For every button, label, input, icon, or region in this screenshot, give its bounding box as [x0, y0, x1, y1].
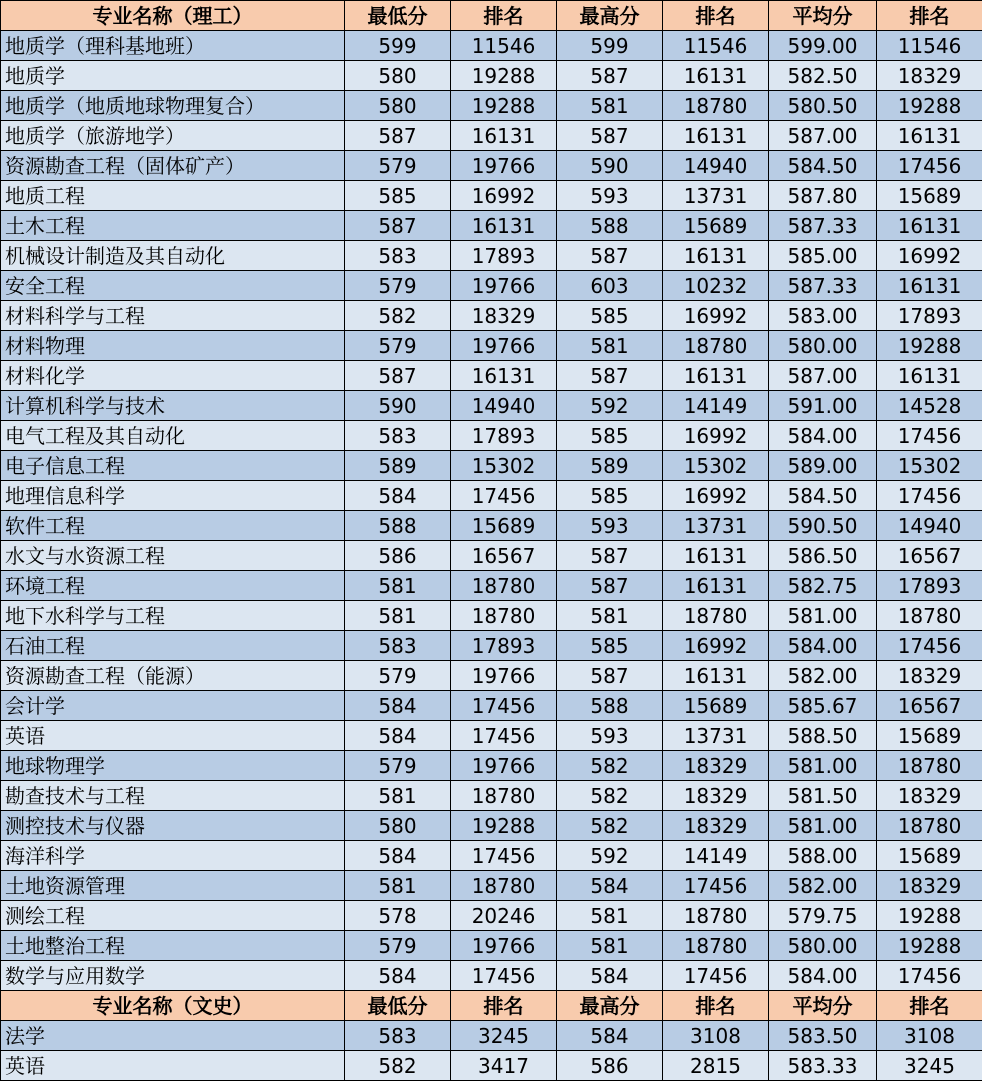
cell-avg-rank: 19288	[877, 91, 982, 121]
cell-avg-score: 591.00	[769, 391, 877, 421]
cell-min-rank: 3417	[451, 1051, 557, 1081]
table-row	[1, 61, 982, 91]
cell-max-score: 582	[557, 781, 663, 811]
cell-max-score: 590	[557, 151, 663, 181]
cell-min-rank: 19766	[451, 661, 557, 691]
cell-avg-rank: 11546	[877, 31, 982, 61]
table-row	[1, 931, 982, 961]
cell-major-name: 机械设计制造及其自动化	[1, 241, 345, 271]
cell-avg-rank: 17456	[877, 631, 982, 661]
table-row	[1, 691, 982, 721]
cell-max-rank: 16131	[663, 571, 769, 601]
cell-max-rank: 15302	[663, 451, 769, 481]
cell-avg-score: 584.50	[769, 481, 877, 511]
table-row	[1, 331, 982, 361]
cell-max-score: 599	[557, 31, 663, 61]
cell-min-rank: 18780	[451, 571, 557, 601]
cell-min-score: 579	[345, 751, 451, 781]
cell-min-rank: 19766	[451, 751, 557, 781]
cell-avg-score: 584.00	[769, 421, 877, 451]
cell-min-score: 583	[345, 1021, 451, 1051]
cell-avg-rank: 18780	[877, 751, 982, 781]
cell-min-rank: 18780	[451, 871, 557, 901]
cell-min-score: 579	[345, 931, 451, 961]
cell-major-name: 土地整治工程	[1, 931, 345, 961]
table-row	[1, 541, 982, 571]
cell-min-rank: 14940	[451, 391, 557, 421]
cell-max-score: 587	[557, 571, 663, 601]
cell-avg-score: 581.00	[769, 811, 877, 841]
table-row	[1, 91, 982, 121]
cell-major-name: 测绘工程	[1, 901, 345, 931]
cell-avg-score: 589.00	[769, 451, 877, 481]
cell-max-score: 603	[557, 271, 663, 301]
cell-min-score: 580	[345, 91, 451, 121]
cell-avg-rank: 17456	[877, 421, 982, 451]
cell-max-score: 587	[557, 61, 663, 91]
cell-major-name: 地质学（旅游地学）	[1, 121, 345, 151]
cell-avg-rank: 15689	[877, 181, 982, 211]
cell-min-score: 589	[345, 451, 451, 481]
cell-avg-rank: 18329	[877, 871, 982, 901]
cell-min-rank: 19766	[451, 931, 557, 961]
cell-max-rank: 18780	[663, 901, 769, 931]
cell-min-score: 584	[345, 481, 451, 511]
cell-avg-score: 582.00	[769, 871, 877, 901]
cell-min-score: 583	[345, 241, 451, 271]
cell-major-name: 资源勘查工程（能源）	[1, 661, 345, 691]
cell-min-rank: 16567	[451, 541, 557, 571]
cell-min-rank: 19288	[451, 91, 557, 121]
cell-avg-score: 587.80	[769, 181, 877, 211]
cell-major-name: 地质学（理科基地班）	[1, 31, 345, 61]
cell-max-score: 588	[557, 691, 663, 721]
cell-min-rank: 17456	[451, 691, 557, 721]
cell-avg-score: 583.00	[769, 301, 877, 331]
cell-min-rank: 3245	[451, 1021, 557, 1051]
cell-avg-score: 580.00	[769, 331, 877, 361]
cell-avg-score: 580.50	[769, 91, 877, 121]
cell-avg-score: 582.50	[769, 61, 877, 91]
cell-max-score: 585	[557, 631, 663, 661]
cell-avg-score: 581.50	[769, 781, 877, 811]
cell-major-name: 海洋科学	[1, 841, 345, 871]
cell-max-rank: 13731	[663, 721, 769, 751]
cell-max-rank: 16992	[663, 421, 769, 451]
cell-major-name: 材料化学	[1, 361, 345, 391]
cell-major-name: 土地资源管理	[1, 871, 345, 901]
cell-avg-score: 587.33	[769, 271, 877, 301]
cell-max-rank: 18329	[663, 751, 769, 781]
table-row	[1, 421, 982, 451]
cell-max-score: 584	[557, 871, 663, 901]
cell-max-rank: 14149	[663, 391, 769, 421]
table-row	[1, 901, 982, 931]
cell-major-name: 软件工程	[1, 511, 345, 541]
table-row	[1, 271, 982, 301]
cell-min-rank: 19766	[451, 331, 557, 361]
cell-major-name: 英语	[1, 1051, 345, 1081]
cell-avg-score: 582.00	[769, 661, 877, 691]
header-max-rank: 排名	[663, 1, 769, 31]
cell-major-name: 材料物理	[1, 331, 345, 361]
cell-max-score: 585	[557, 301, 663, 331]
cell-avg-rank: 17456	[877, 151, 982, 181]
table-row	[1, 601, 982, 631]
cell-max-score: 593	[557, 511, 663, 541]
cell-major-name: 地球物理学	[1, 751, 345, 781]
cell-min-score: 580	[345, 811, 451, 841]
cell-major-name: 勘查技术与工程	[1, 781, 345, 811]
cell-avg-rank: 17456	[877, 961, 982, 991]
cell-max-rank: 16992	[663, 301, 769, 331]
cell-avg-rank: 19288	[877, 331, 982, 361]
table-row	[1, 841, 982, 871]
cell-min-score: 584	[345, 961, 451, 991]
cell-avg-rank: 16131	[877, 121, 982, 151]
table-body	[1, 1, 982, 1081]
cell-min-rank: 19766	[451, 271, 557, 301]
cell-max-score: 581	[557, 601, 663, 631]
cell-min-rank: 15302	[451, 451, 557, 481]
cell-min-score: 599	[345, 31, 451, 61]
cell-major-name: 英语	[1, 721, 345, 751]
cell-avg-rank: 18329	[877, 61, 982, 91]
cell-max-score: 585	[557, 421, 663, 451]
cell-max-rank: 13731	[663, 181, 769, 211]
cell-min-score: 579	[345, 661, 451, 691]
header-min-score: 最低分	[345, 1, 451, 31]
header-avg-score: 平均分	[769, 1, 877, 31]
cell-avg-rank: 17893	[877, 571, 982, 601]
cell-max-rank: 3108	[663, 1021, 769, 1051]
cell-major-name: 地质学（地质地球物理复合）	[1, 91, 345, 121]
cell-max-rank: 17456	[663, 871, 769, 901]
cell-avg-score: 590.50	[769, 511, 877, 541]
header-min-rank: 排名	[451, 991, 557, 1021]
header-max-rank: 排名	[663, 991, 769, 1021]
cell-max-rank: 18780	[663, 931, 769, 961]
table-row	[1, 781, 982, 811]
cell-max-score: 588	[557, 211, 663, 241]
cell-min-score: 587	[345, 211, 451, 241]
header-max-score: 最高分	[557, 991, 663, 1021]
cell-max-rank: 16131	[663, 541, 769, 571]
table-row	[1, 1051, 982, 1081]
cell-major-name: 数学与应用数学	[1, 961, 345, 991]
cell-min-score: 581	[345, 871, 451, 901]
cell-major-name: 测控技术与仪器	[1, 811, 345, 841]
cell-avg-score: 584.50	[769, 151, 877, 181]
cell-min-score: 582	[345, 301, 451, 331]
cell-avg-rank: 15302	[877, 451, 982, 481]
cell-max-rank: 18780	[663, 601, 769, 631]
header-max-score: 最高分	[557, 1, 663, 31]
header-avg-score: 平均分	[769, 991, 877, 1021]
cell-max-score: 589	[557, 451, 663, 481]
cell-max-rank: 2815	[663, 1051, 769, 1081]
cell-min-score: 583	[345, 631, 451, 661]
cell-min-rank: 18329	[451, 301, 557, 331]
cell-major-name: 材料科学与工程	[1, 301, 345, 331]
table-row	[1, 121, 982, 151]
header-major-name: 专业名称（理工）	[1, 1, 345, 31]
cell-min-rank: 18780	[451, 781, 557, 811]
table-row	[1, 181, 982, 211]
cell-avg-score: 585.67	[769, 691, 877, 721]
cell-min-rank: 18780	[451, 601, 557, 631]
cell-avg-rank: 16131	[877, 271, 982, 301]
table-row	[1, 721, 982, 751]
cell-min-score: 584	[345, 841, 451, 871]
cell-min-score: 580	[345, 61, 451, 91]
cell-max-score: 581	[557, 331, 663, 361]
cell-avg-rank: 14940	[877, 511, 982, 541]
table-row	[1, 211, 982, 241]
cell-min-score: 585	[345, 181, 451, 211]
cell-max-rank: 16131	[663, 361, 769, 391]
cell-max-score: 584	[557, 1021, 663, 1051]
cell-max-rank: 18329	[663, 781, 769, 811]
cell-min-rank: 17456	[451, 961, 557, 991]
cell-avg-score: 588.00	[769, 841, 877, 871]
cell-avg-rank: 18329	[877, 781, 982, 811]
cell-min-score: 586	[345, 541, 451, 571]
cell-major-name: 土木工程	[1, 211, 345, 241]
table-row	[1, 31, 982, 61]
cell-max-score: 593	[557, 181, 663, 211]
cell-avg-rank: 17456	[877, 481, 982, 511]
cell-major-name: 地质工程	[1, 181, 345, 211]
cell-max-rank: 16992	[663, 631, 769, 661]
cell-max-rank: 18329	[663, 811, 769, 841]
cell-min-score: 584	[345, 691, 451, 721]
header-major-name: 专业名称（文史）	[1, 991, 345, 1021]
cell-min-rank: 20246	[451, 901, 557, 931]
table-row	[1, 241, 982, 271]
cell-min-score: 588	[345, 511, 451, 541]
cell-avg-score: 581.00	[769, 751, 877, 781]
cell-max-score: 582	[557, 751, 663, 781]
cell-avg-rank: 18780	[877, 811, 982, 841]
cell-max-score: 587	[557, 361, 663, 391]
cell-max-rank: 16131	[663, 661, 769, 691]
cell-major-name: 环境工程	[1, 571, 345, 601]
table-row	[1, 151, 982, 181]
section-header-row	[1, 991, 982, 1021]
cell-major-name: 水文与水资源工程	[1, 541, 345, 571]
cell-min-score: 587	[345, 361, 451, 391]
cell-min-rank: 17893	[451, 241, 557, 271]
cell-max-rank: 13731	[663, 511, 769, 541]
cell-min-score: 581	[345, 781, 451, 811]
cell-major-name: 地质学	[1, 61, 345, 91]
table-row	[1, 511, 982, 541]
cell-avg-score: 587.00	[769, 361, 877, 391]
table-row	[1, 361, 982, 391]
cell-max-rank: 16131	[663, 121, 769, 151]
cell-min-score: 581	[345, 571, 451, 601]
cell-avg-rank: 19288	[877, 901, 982, 931]
cell-avg-rank: 17893	[877, 301, 982, 331]
cell-max-score: 581	[557, 901, 663, 931]
cell-avg-rank: 3245	[877, 1051, 982, 1081]
header-avg-rank: 排名	[877, 991, 982, 1021]
cell-avg-score: 586.50	[769, 541, 877, 571]
cell-max-score: 592	[557, 841, 663, 871]
cell-max-score: 587	[557, 661, 663, 691]
header-min-score: 最低分	[345, 991, 451, 1021]
cell-max-rank: 18780	[663, 331, 769, 361]
cell-avg-rank: 16567	[877, 691, 982, 721]
cell-min-rank: 15689	[451, 511, 557, 541]
cell-avg-score: 581.00	[769, 601, 877, 631]
cell-major-name: 安全工程	[1, 271, 345, 301]
cell-avg-rank: 15689	[877, 841, 982, 871]
cell-min-score: 578	[345, 901, 451, 931]
cell-major-name: 会计学	[1, 691, 345, 721]
cell-min-rank: 19288	[451, 61, 557, 91]
cell-min-rank: 11546	[451, 31, 557, 61]
cell-major-name: 地理信息科学	[1, 481, 345, 511]
table-row	[1, 301, 982, 331]
cell-max-score: 587	[557, 121, 663, 151]
cell-major-name: 电子信息工程	[1, 451, 345, 481]
cell-min-rank: 16131	[451, 361, 557, 391]
cell-min-rank: 17893	[451, 421, 557, 451]
cell-avg-score: 583.50	[769, 1021, 877, 1051]
cell-avg-score: 599.00	[769, 31, 877, 61]
cell-min-rank: 17456	[451, 481, 557, 511]
cell-max-score: 586	[557, 1051, 663, 1081]
cell-major-name: 资源勘查工程（固体矿产）	[1, 151, 345, 181]
cell-min-score: 579	[345, 331, 451, 361]
cell-max-score: 592	[557, 391, 663, 421]
cell-major-name: 法学	[1, 1021, 345, 1051]
cell-min-score: 579	[345, 271, 451, 301]
cell-max-rank: 14149	[663, 841, 769, 871]
cell-avg-score: 583.33	[769, 1051, 877, 1081]
cell-major-name: 石油工程	[1, 631, 345, 661]
cell-min-score: 587	[345, 121, 451, 151]
cell-max-rank: 16131	[663, 241, 769, 271]
cell-avg-score: 584.00	[769, 961, 877, 991]
cell-max-score: 581	[557, 931, 663, 961]
cell-max-rank: 11546	[663, 31, 769, 61]
cell-avg-score: 582.75	[769, 571, 877, 601]
cell-avg-score: 588.50	[769, 721, 877, 751]
cell-max-rank: 15689	[663, 211, 769, 241]
cell-min-score: 584	[345, 721, 451, 751]
cell-avg-rank: 16131	[877, 211, 982, 241]
table-row	[1, 871, 982, 901]
cell-max-rank: 15689	[663, 691, 769, 721]
cell-min-rank: 16131	[451, 211, 557, 241]
cell-avg-rank: 18780	[877, 601, 982, 631]
table-row	[1, 1021, 982, 1051]
header-avg-rank: 排名	[877, 1, 982, 31]
cell-max-rank: 10232	[663, 271, 769, 301]
table-row	[1, 571, 982, 601]
cell-avg-rank: 15689	[877, 721, 982, 751]
cell-avg-rank: 18329	[877, 661, 982, 691]
cell-avg-rank: 3108	[877, 1021, 982, 1051]
cell-avg-score: 585.00	[769, 241, 877, 271]
cell-max-rank: 17456	[663, 961, 769, 991]
cell-min-rank: 17456	[451, 841, 557, 871]
cell-max-score: 582	[557, 811, 663, 841]
cell-avg-score: 584.00	[769, 631, 877, 661]
cell-major-name: 地下水科学与工程	[1, 601, 345, 631]
cell-min-score: 579	[345, 151, 451, 181]
cell-min-score: 582	[345, 1051, 451, 1081]
cell-max-score: 587	[557, 541, 663, 571]
cell-max-rank: 16992	[663, 481, 769, 511]
cell-min-score: 590	[345, 391, 451, 421]
cell-avg-score: 580.00	[769, 931, 877, 961]
cell-min-rank: 16131	[451, 121, 557, 151]
cell-max-rank: 16131	[663, 61, 769, 91]
cell-avg-score: 579.75	[769, 901, 877, 931]
cell-min-rank: 19288	[451, 811, 557, 841]
cell-max-score: 584	[557, 961, 663, 991]
cell-avg-rank: 16131	[877, 361, 982, 391]
cell-max-score: 587	[557, 241, 663, 271]
cell-major-name: 电气工程及其自动化	[1, 421, 345, 451]
cell-min-rank: 17893	[451, 631, 557, 661]
header-min-rank: 排名	[451, 1, 557, 31]
table-row	[1, 751, 982, 781]
table-row	[1, 451, 982, 481]
cell-avg-rank: 14528	[877, 391, 982, 421]
cell-min-rank: 19766	[451, 151, 557, 181]
table-row	[1, 481, 982, 511]
cell-min-score: 583	[345, 421, 451, 451]
table-row	[1, 631, 982, 661]
table-row	[1, 811, 982, 841]
cell-min-rank: 17456	[451, 721, 557, 751]
table-row	[1, 961, 982, 991]
cell-avg-rank: 16992	[877, 241, 982, 271]
cell-min-rank: 16992	[451, 181, 557, 211]
cell-avg-rank: 16567	[877, 541, 982, 571]
cell-min-score: 581	[345, 601, 451, 631]
section-header-row	[1, 1, 982, 31]
cell-avg-score: 587.33	[769, 211, 877, 241]
cell-avg-score: 587.00	[769, 121, 877, 151]
cell-avg-rank: 19288	[877, 931, 982, 961]
cell-max-rank: 14940	[663, 151, 769, 181]
cell-max-score: 593	[557, 721, 663, 751]
cell-max-score: 581	[557, 91, 663, 121]
table-row	[1, 661, 982, 691]
cell-major-name: 计算机科学与技术	[1, 391, 345, 421]
cell-max-score: 585	[557, 481, 663, 511]
table-row	[1, 391, 982, 421]
cell-max-rank: 18780	[663, 91, 769, 121]
